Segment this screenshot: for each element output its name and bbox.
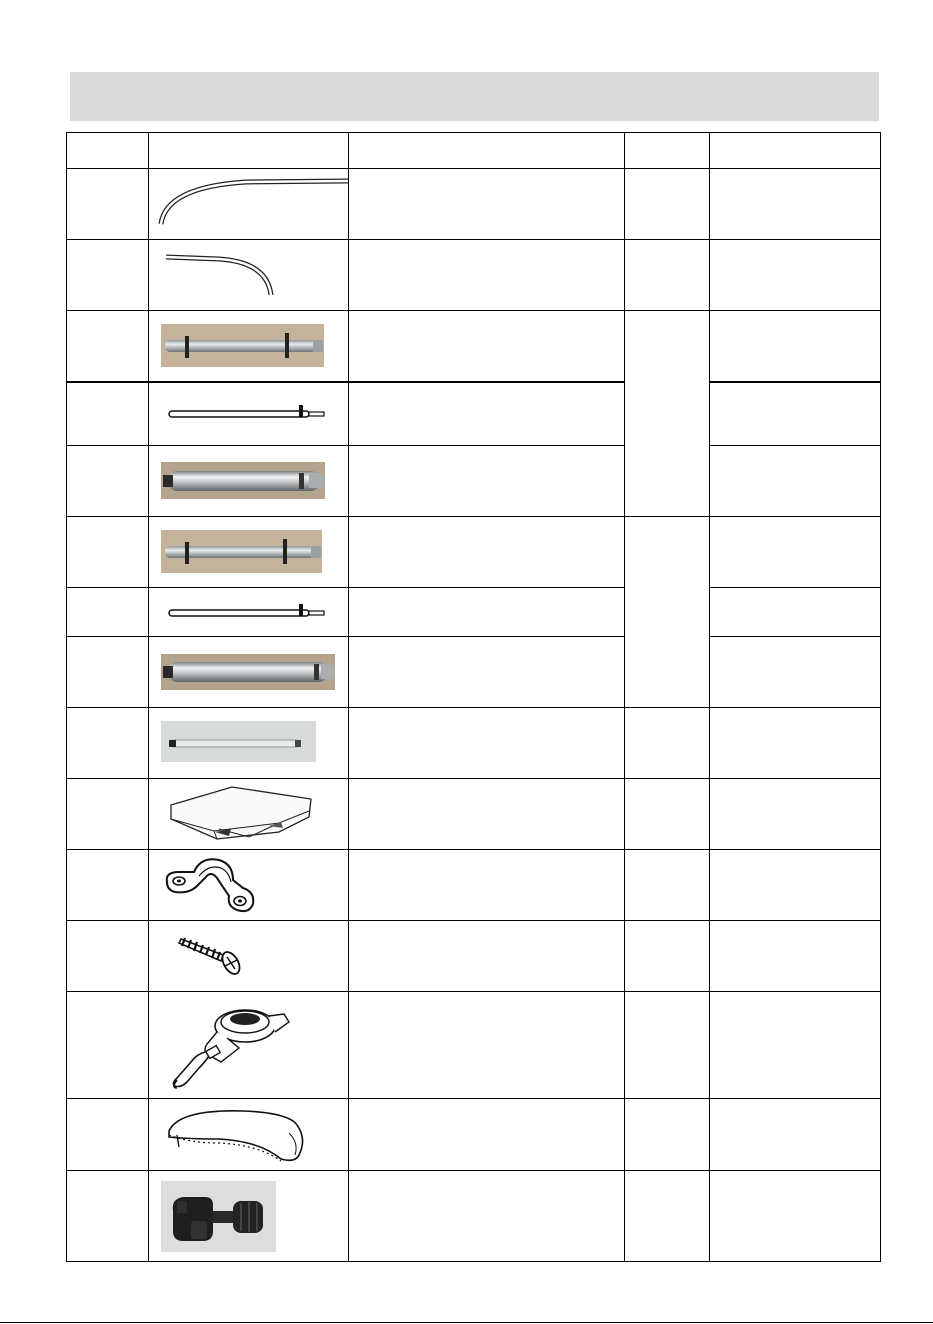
part-qty (625, 240, 710, 311)
part-picture-cell (149, 587, 349, 636)
part-description (349, 587, 625, 636)
part-number (67, 636, 149, 707)
header-note (710, 133, 881, 169)
part-note (710, 1170, 881, 1261)
part-number (67, 445, 149, 516)
table-row (67, 1098, 881, 1170)
part-number (67, 778, 149, 849)
table-row (67, 587, 881, 636)
part-number (67, 920, 149, 991)
part-number (67, 240, 149, 311)
part-description (349, 445, 625, 516)
part-description (349, 382, 625, 445)
part-number (67, 587, 149, 636)
header-description (349, 133, 625, 169)
part-description (349, 240, 625, 311)
part-qty (625, 169, 710, 240)
part-picture-cell (149, 636, 349, 707)
parts-list-table (66, 132, 881, 1262)
part-picture-cell (149, 1170, 349, 1261)
table-row (67, 240, 881, 311)
part-picture-cell (149, 311, 349, 383)
part-picture-cell (149, 445, 349, 516)
part-description (349, 778, 625, 849)
curved-rafter-right-picture (149, 240, 349, 310)
thin-rod-picture (149, 384, 349, 444)
screw-picture (149, 921, 349, 991)
banner-title (70, 72, 879, 100)
table-row (67, 707, 881, 778)
part-number (67, 169, 149, 240)
part-note (710, 516, 881, 587)
table-row (67, 382, 881, 445)
table-header-row (67, 133, 881, 169)
table-row (67, 516, 881, 587)
part-number (67, 382, 149, 445)
table-row (67, 849, 881, 920)
part-note (710, 382, 881, 445)
part-note (710, 849, 881, 920)
aluminium-rod-picture (149, 708, 349, 778)
part-note (710, 707, 881, 778)
part-description (349, 1170, 625, 1261)
part-qty (625, 778, 710, 849)
part-qty (625, 707, 710, 778)
part-picture-cell (149, 707, 349, 778)
part-picture-cell (149, 991, 349, 1098)
part-picture-cell (149, 516, 349, 587)
part-description (349, 1098, 625, 1170)
part-note (710, 991, 881, 1098)
pole-with-clips-picture (149, 311, 349, 381)
tie-down-strap-picture (149, 992, 349, 1098)
part-note (710, 169, 881, 240)
curved-rafter-left-picture (149, 169, 349, 239)
pole-with-clips-picture (149, 517, 349, 587)
part-picture-cell (149, 1098, 349, 1170)
page-bottom-rule (0, 1322, 933, 1323)
part-qty (625, 1170, 710, 1261)
table-row (67, 778, 881, 849)
table-row (67, 991, 881, 1098)
part-qty (625, 920, 710, 991)
header-no (67, 133, 149, 169)
part-note (710, 587, 881, 636)
sleeve-picture (149, 1099, 349, 1169)
part-number (67, 311, 149, 383)
part-description (349, 849, 625, 920)
header-picture (149, 133, 349, 169)
part-description (349, 169, 625, 240)
part-number (67, 849, 149, 920)
part-number (67, 1098, 149, 1170)
table-row (67, 636, 881, 707)
part-qty (625, 991, 710, 1098)
table-row (67, 1170, 881, 1261)
part-description (349, 707, 625, 778)
part-note (710, 778, 881, 849)
section-banner (70, 72, 879, 121)
table-row (67, 920, 881, 991)
part-picture-cell (149, 920, 349, 991)
part-qty-merged (625, 516, 710, 707)
black-knob-clamp-picture (149, 1171, 349, 1261)
part-description (349, 920, 625, 991)
part-description (349, 311, 625, 383)
table-row (67, 169, 881, 240)
part-picture-cell (149, 849, 349, 920)
thick-pole-picture (149, 637, 349, 707)
part-number (67, 991, 149, 1098)
part-picture-cell (149, 778, 349, 849)
part-number (67, 1170, 149, 1261)
part-qty (625, 1098, 710, 1170)
part-number (67, 516, 149, 587)
part-note (710, 240, 881, 311)
table-row (67, 445, 881, 516)
part-picture-cell (149, 240, 349, 311)
part-picture-cell (149, 169, 349, 240)
thick-pole-picture (149, 446, 349, 516)
part-note (710, 920, 881, 991)
table-row (67, 311, 881, 383)
pad-eye-strap-picture (149, 850, 349, 920)
part-note (710, 445, 881, 516)
thin-rod-picture (149, 588, 349, 636)
part-qty-merged (625, 311, 710, 517)
header-qty (625, 133, 710, 169)
part-description (349, 636, 625, 707)
part-description (349, 516, 625, 587)
part-description (349, 991, 625, 1098)
part-note (710, 1098, 881, 1170)
part-note (710, 311, 881, 383)
part-number (67, 707, 149, 778)
part-qty (625, 849, 710, 920)
folded-canopy-picture (149, 779, 349, 849)
part-note (710, 636, 881, 707)
part-picture-cell (149, 382, 349, 445)
